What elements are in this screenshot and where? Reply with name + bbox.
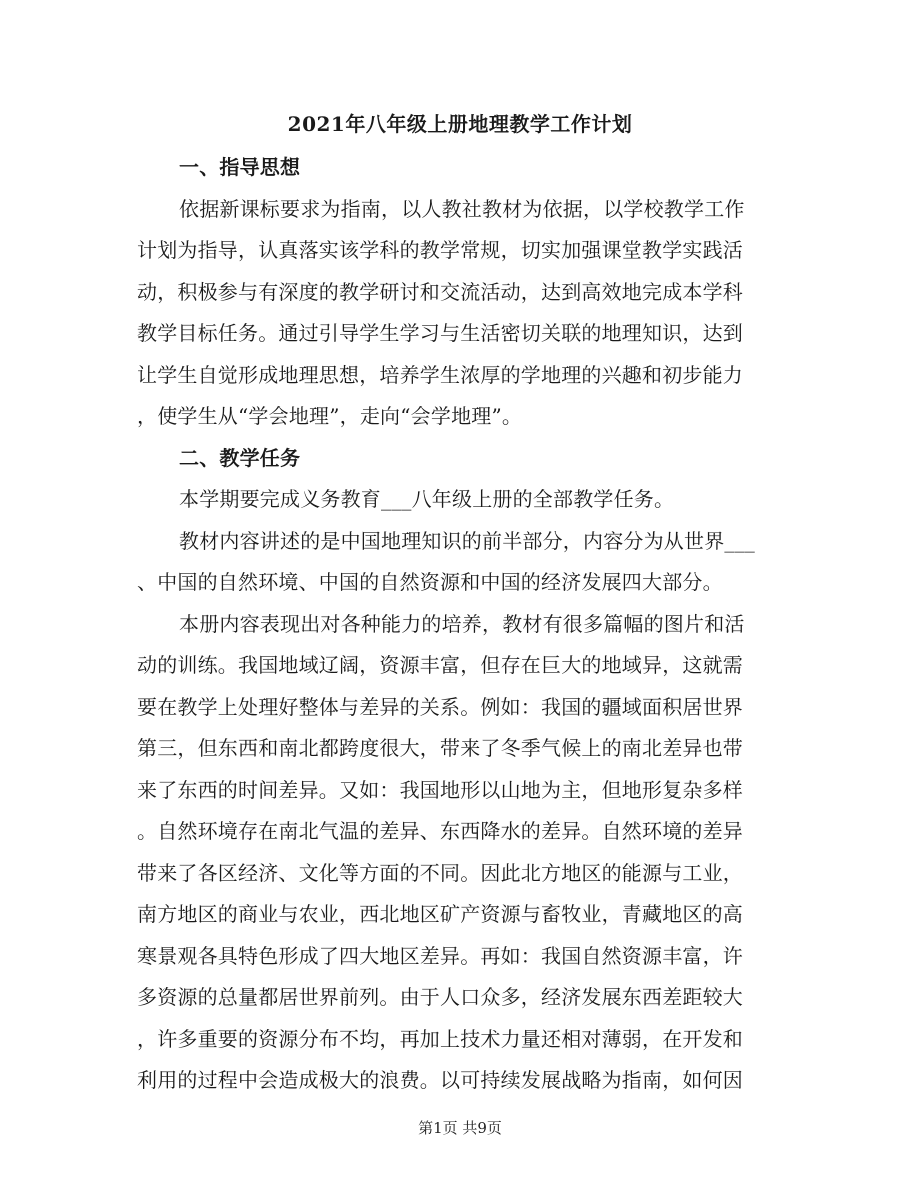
paragraph-line: 多资源的总量都居世界前列。由于人口众多，经济发展东西差距较大 — [137, 985, 743, 1009]
paragraph-line: 动的训练。我国地域辽阔，资源丰富，但存在巨大的地域异，这就需 — [137, 653, 743, 677]
paragraph-line: 教材内容讲述的是中国地理知识的前半部分，内容分为从世界___ — [179, 529, 755, 553]
paragraph-line: 动，积极参与有深度的教学研讨和交流活动，达到高效地完成本学科 — [137, 280, 743, 304]
paragraph-line: 让学生自觉形成地理思想，培养学生浓厚的学地理的兴趣和初步能力 — [137, 363, 743, 387]
paragraph-line: 计划为指导，认真落实该学科的教学常规，切实加强课堂教学实践活 — [137, 238, 743, 262]
paragraph-line: 本册内容表现出对各种能力的培养，教材有很多篇幅的图片和活 — [179, 612, 745, 636]
paragraph-line: ，许多重要的资源分布不均，再加上技术力量还相对薄弱，在开发和 — [137, 1027, 743, 1051]
paragraph-line: 依据新课标要求为指南，以人教社教材为依据，以学校教学工作 — [179, 197, 745, 221]
paragraph-line: 教学目标任务。通过引导学生学习与生活密切关联的地理知识，达到 — [137, 321, 743, 345]
paragraph-line: 本学期要完成义务教育___八年级上册的全部教学任务。 — [179, 487, 675, 511]
paragraph-line: 寒景观各具特色形成了四大地区差异。再如：我国自然资源丰富，许 — [137, 944, 743, 968]
paragraph-line: ，使学生从“学会地理”，走向“会学地理”。 — [137, 404, 523, 428]
paragraph-line: 带来了各区经济、文化等方面的不同。因此北方地区的能源与工业， — [137, 861, 743, 885]
paragraph-line: 来了东西的时间差异。又如：我国地形以山地为主，但地形复杂多样 — [137, 778, 743, 802]
paragraph-line: 第三，但东西和南北都跨度很大，带来了冬季气候上的南北差异也带 — [137, 736, 743, 760]
paragraph-line: 。自然环境存在南北气温的差异、东西降水的差异。自然环境的差异 — [137, 819, 743, 843]
paragraph-line: 南方地区的商业与农业，西北地区矿产资源与畜牧业，青藏地区的高 — [137, 902, 743, 926]
document-title: 2021年八年级上册地理教学工作计划 — [287, 112, 633, 136]
paragraph-line: 、中国的自然环境、中国的自然资源和中国的经济发展四大部分。 — [137, 570, 723, 594]
section-heading: 二、教学任务 — [179, 446, 301, 470]
paragraph-line: 要在教学上处理好整体与差异的关系。例如：我国的疆域面积居世界 — [137, 695, 743, 719]
section-heading: 一、指导思想 — [179, 155, 301, 179]
page-footer: 第1页 共9页 — [418, 1119, 502, 1137]
paragraph-line: 利用的过程中会造成极大的浪费。以可持续发展战略为指南，如何因 — [137, 1068, 743, 1092]
